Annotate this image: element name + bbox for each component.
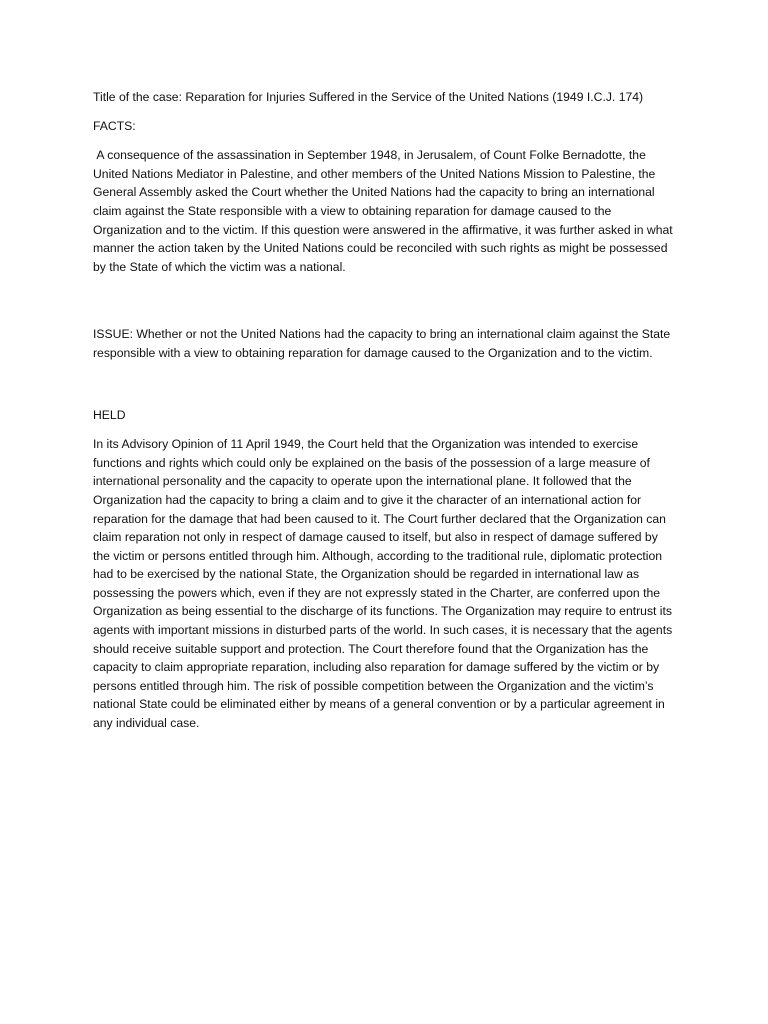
facts-heading: FACTS:: [93, 118, 136, 133]
case-title: Title of the case: Reparation for Injuries Suffered in the Service of the United Nations (1949 I.C.J. 174): [93, 90, 644, 104]
held-paragraph: In its Advisory Opinion of 11 April 1949, the Court held that the Organization was intended to exercise functions and rights which could only be explained on the basis of the possession of a large measure of international personality and the capacity to operate upon the international plane. It followed that the Organization had the capacity to bring a claim and to give it the character of an international action for reparation for the damage that had been caused to it. The Court further declared that the Organization can claim reparation not only in respect of damage caused to itself, but also in respect of damage suffered by the victim or persons entitled through him. Although, according to the traditional rule, diplomatic protection had to be exercised by the national State, the Organization should be regarded in international law as possessing the powers which, even if they are not expressly stated in the Charter, are conferred upon the Organization as being essential to the discharge of its functions. The Organization may require to entrust its agents with important missions in disturbed parts of the world. In such cases, it is necessary that the agents should receive suitable support and protection. The Court therefore found that the Organization has the capacity to claim appropriate reparation, including also reparation for damage suffered by the victim or by persons entitled through him. The risk of possible competition between the Organization and the victim’s national State could be eliminated either by means of a general convention or by a particular agreement in any individual case.: [93, 437, 673, 731]
issue-paragraph: ISSUE: Whether or not the United Nations had the capacity to bring an international claim against the State responsible with a view to obtaining reparation for damage caused to the Organization and to the victim.: [93, 327, 671, 360]
document-page: [93, 88, 678, 733]
held-heading: HELD: [93, 407, 126, 422]
facts-paragraph: A consequence of the assassination in September 1948, in Jerusalem, of Count Folke Bernadotte, the United Nations Mediator in Palestine, and other members of the United Nations Mission to Palestine, the General Assembly asked the Court whether the United Nations had the capacity to bring an international claim against the State responsible with a view to obtaining reparation for damage caused to the Organization and to the victim. If this question were answered in the affirmative, it was further asked in what manner the action taken by the United Nations could be reconciled with such rights as might be possessed by the State of which the victim was a national.: [93, 148, 677, 274]
